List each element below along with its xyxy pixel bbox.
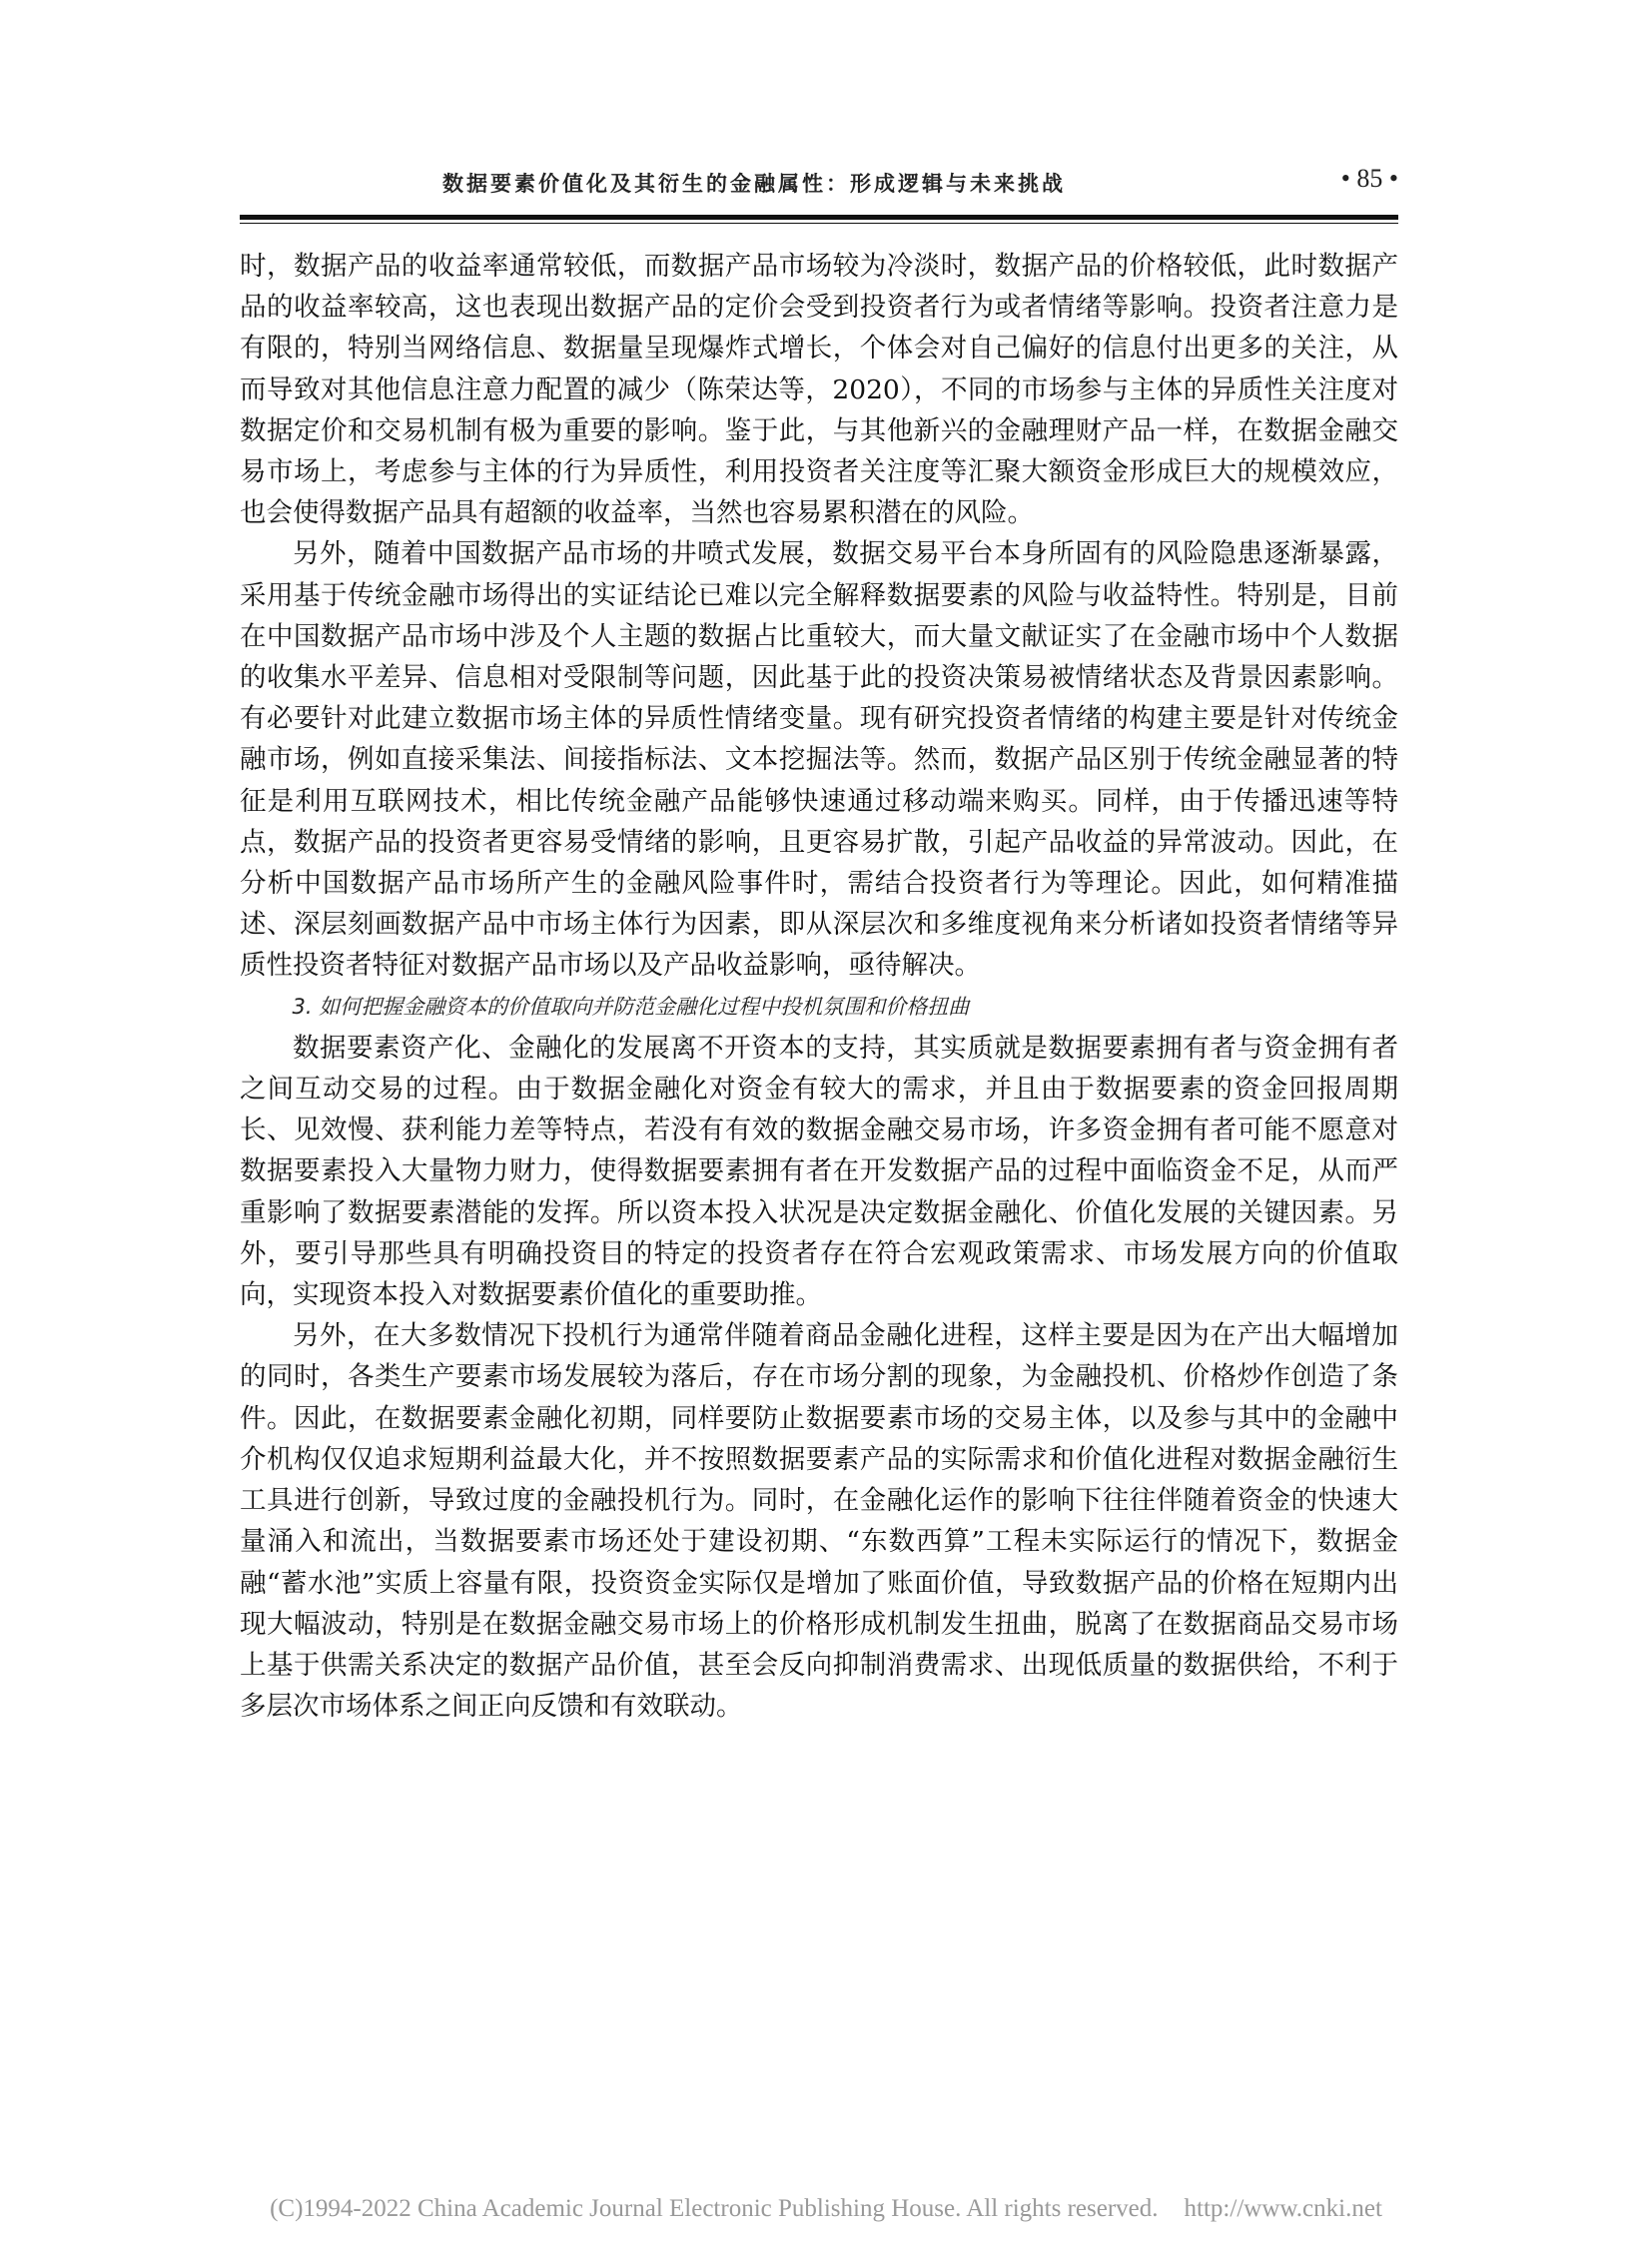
paragraph: 另外，在大多数情况下投机行为通常伴随着商品金融化进程，这样主要是因为在产出大幅增加的同时，各类生产要素市场发展较为落后，存在市场分割的现象，为金融投机、价格炒作创造了条件。因此，在数据要素金融化初期，同样要防止数据要素市场的交易主体，以及参与其中的金融中介机构仅仅追求短期利益最大化，并不按照数据要素产品的实际需求和价值化进程对数据金融衍生工具进行创新，导致过度的金融投机行为。同时，在金融化运作的影响下往往伴随着资金的快速大量涌入和流出，当数据要素市场还处于建设初期、“东数西算”工程未实际运行的情况下，数据金融“蓄水池”实质上容量有限，投资资金实际仅是增加了账面价值，导致数据产品的价格在短期内出现大幅波动，特别是在数据金融交易市场上的价格形成机制发生扭曲，脱离了在数据商品交易市场上基于供需关系决定的数据产品价值，甚至会反向抑制消费需求、出现低质量的数据供给，不利于多层次市场体系之间正向反馈和有效联动。 [240,1320,1398,1723]
section-heading: 3. 如何把握金融资本的价值取向并防范金融化过程中投机氛围和价格扭曲 [292,994,970,1019]
header-rule-thick [240,215,1398,220]
copyright-text: (C)1994-2022 China Academic Journal Electronic Publishing House. All rights reserved. [270,2195,1159,2222]
running-header [240,164,1398,208]
header-rule-thin [240,223,1398,224]
paragraph-continued: 时，数据产品的收益率通常较低，而数据产品市场较为冷淡时，数据产品的价格较低，此时数据产品的收益率较高，这也表现出数据产品的定价会受到投资者行为或者情绪等影响。投资者注意力是有限的，特别当网络信息、数据量呈现爆炸式增长，个体会对自己偏好的信息付出更多的关注，从而导致对其他信息注意力配置的减少（陈荣达等，2020），不同的市场参与主体的异质性关注度对数据定价和交易机制有极为重要的影响。鉴于此，与其他新兴的金融理财产品一样，在数据金融交易市场上，考虑参与主体的行为异质性，利用投资者关注度等汇聚大额资金形成巨大的规模效应，也会使得数据产品具有超额的收益率，当然也容易累积潜在的风险。 [240,251,1398,529]
page-number: • 85 • [1340,164,1398,193]
paragraph: 数据要素资产化、金融化的发展离不开资本的支持，其实质就是数据要素拥有者与资金拥有者之间互动交易的过程。由于数据金融化对资金有较大的需求，并且由于数据要素的资金回报周期长、见效慢、获利能力差等特点，若没有有效的数据金融交易市场，许多资金拥有者可能不愿意对数据要素投入大量物力财力，使得数据要素拥有者在开发数据产品的过程中面临资金不足，从而严重影响了数据要素潜能的发挥。所以资本投入状况是决定数据金融化、价值化发展的关键因素。另外，要引导那些具有明确投资目的特定的投资者存在符合宏观政策需求、市场发展方向的价值取向，实现资本投入对数据要素价值化的重要助推。 [240,1032,1398,1311]
article-body [240,246,1398,1727]
paragraph: 另外，随着中国数据产品市场的井喷式发展，数据交易平台本身所固有的风险隐患逐渐暴露，采用基于传统金融市场得出的实证结论已难以完全解释数据要素的风险与收益特性。特别是，目前在中国数据产品市场中涉及个人主题的数据占比重较大，而大量文献证实了在金融市场中个人数据的收集水平差异、信息相对受限制等问题，因此基于此的投资决策易被情绪状态及背景因素影响。有必要针对此建立数据市场主体的异质性情绪变量。现有研究投资者情绪的构建主要是针对传统金融市场，例如直接采集法、间接指标法、文本挖掘法等。然而，数据产品区别于传统金融显著的特征是利用互联网技术，相比传统金融产品能够快速通过移动端来购买。同样，由于传播迅速等特点，数据产品的投资者更容易受情绪的影响，且更容易扩散，引起产品收益的异常波动。因此，在分析中国数据产品市场所产生的金融风险事件时，需结合投资者行为等理论。因此，如何精准描述、深层刻画数据产品中市场主体行为因素，即从深层次和多维度视角来分析诸如投资者情绪等异质性投资者特征对数据产品市场以及产品收益影响，亟待解决。 [240,538,1398,982]
running-title: 数据要素价值化及其衍生的金融属性：形成逻辑与未来挑战 [442,172,1066,196]
footer-url[interactable]: http://www.cnki.net [1184,2195,1382,2222]
copyright-footer [0,2195,1652,2223]
